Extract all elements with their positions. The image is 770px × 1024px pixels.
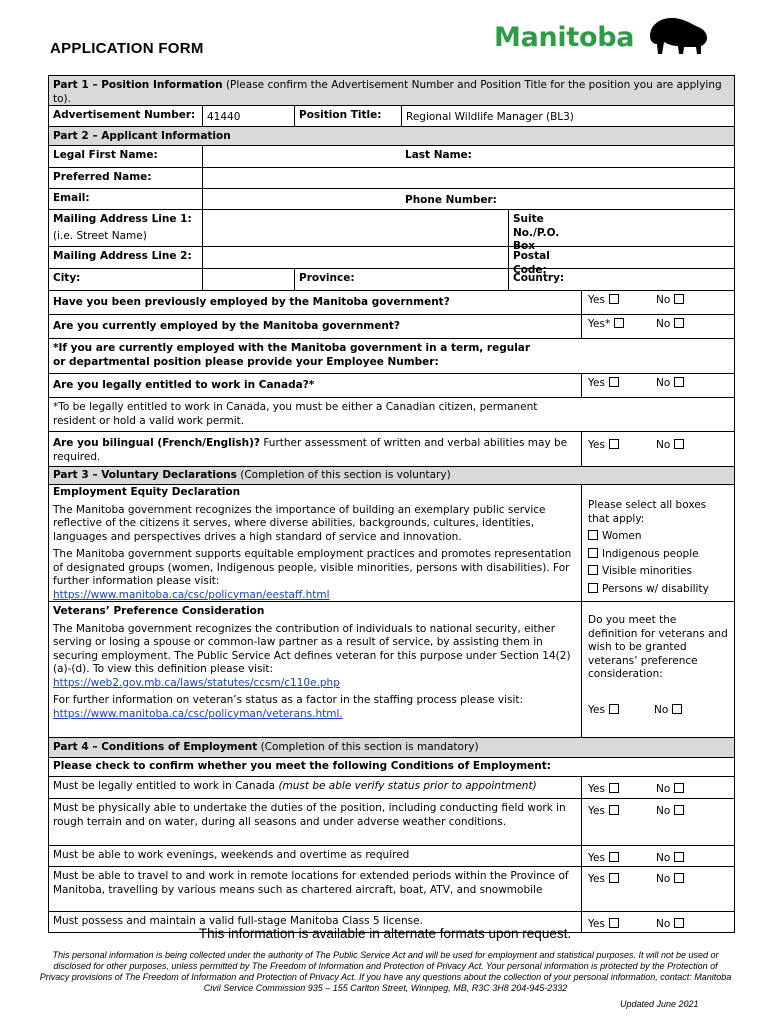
condition-2-row [49, 798, 734, 845]
c2-no-option[interactable]: No [656, 805, 716, 842]
veterans-no-option[interactable]: No [654, 704, 682, 718]
last-name-field[interactable] [508, 146, 734, 167]
veterans-question: Do you meet the definition for veterans and wish to be granted veterans’ preference consideration: [588, 614, 728, 680]
veterans-title: Veterans’ Preference Consideration [53, 605, 265, 617]
province-label: Province: [294, 269, 401, 290]
checkbox-icon[interactable] [609, 805, 619, 815]
checkbox-icon[interactable] [674, 439, 684, 449]
veterans-link-1[interactable]: https://web2.gov.mb.ca/laws/statutes/ccsm/c110e.php [53, 676, 340, 689]
mail2-label: Mailing Address Line 2: [53, 250, 192, 262]
city-label: City: [53, 272, 81, 284]
curr-no-option[interactable]: No [656, 318, 716, 335]
option-disability[interactable]: Persons w/ disability [588, 583, 728, 597]
c3-yes-option[interactable]: Yes [588, 852, 656, 863]
preferred-name-label: Preferred Name: [53, 171, 152, 183]
conditions-instruction-row [49, 757, 734, 776]
position-title-label: Position Title: [294, 106, 401, 126]
checkbox-icon[interactable] [674, 783, 684, 793]
bilingual-yes-option[interactable]: Yes [588, 439, 656, 463]
preferred-name-field[interactable] [202, 168, 734, 188]
prev-yes-option[interactable]: Yes [588, 294, 656, 311]
city-row [49, 268, 734, 290]
suite-label: Suite No./P.O. Box [508, 210, 581, 246]
bilingual-note: Further assessment of written and verbal abilities may be required. [53, 437, 568, 463]
equity-paragraph-1: The Manitoba government recognizes the importance of building an exemplary public service reflective of the citizens it serves, where diverse abilities, backgrounds, cultures, identities, languages and perspectives drives a high standard of service and innovation. [53, 503, 546, 543]
mail1-label: Mailing Address Line 1: [53, 213, 192, 225]
bilingual-question: Are you bilingual (French/English)? [53, 437, 260, 449]
name-row [49, 145, 734, 167]
adv-number-value[interactable]: 41440 [202, 106, 294, 126]
condition-1-text: Must be legally entitled to work in Canada [53, 780, 279, 792]
checkbox-icon[interactable] [674, 805, 684, 815]
part1-heading: Part 1 – Position Information [53, 79, 223, 91]
legal-note: *To be legally entitled to work in Canada, you must be either a Canadian citizen, permanent resident or hold a valid work permit. [53, 401, 538, 427]
part1-note: (Please confirm the Advertisement Number and Position Title for the position you are applying to). [53, 79, 722, 105]
select-all-note: Please select all boxes that apply: [588, 499, 707, 525]
c4-yes-option[interactable]: Yes [588, 873, 656, 908]
logo-wordmark: Manitoba [494, 22, 635, 53]
legal-yes-option[interactable]: Yes [588, 377, 656, 394]
email-label: Email: [53, 192, 90, 204]
bilingual-row [49, 431, 734, 466]
alternate-formats-note: This information is available in alternate formats upon request. [198, 926, 572, 941]
city-field[interactable] [202, 269, 294, 290]
country-label: Country: [508, 269, 581, 290]
option-women[interactable]: Women [588, 530, 728, 544]
checkbox-icon[interactable] [588, 565, 598, 575]
bison-icon [644, 14, 710, 56]
curr-yes-option[interactable]: Yes* [588, 318, 656, 335]
checkbox-icon[interactable] [609, 377, 619, 387]
veterans-paragraph-1: The Manitoba government recognizes the contribution of individuals to national security, either serving or losing a spouse or common-law partner as a result of service, by assisting them in securing employment. The Public Service Act defines veteran for this purpose under Section 14(2) (a)-(d). To view this definition please visit: [53, 622, 571, 675]
option-visible-minorities[interactable]: Visible minorities [588, 565, 728, 579]
part3-heading: Part 3 – Voluntary Declarations [53, 469, 237, 481]
mail2-field[interactable] [202, 247, 508, 268]
suite-field[interactable] [581, 210, 734, 246]
form-title: APPLICATION FORM [50, 40, 204, 57]
curr-employed-question: Are you currently employed by the Manitoba government? [53, 320, 400, 332]
option-indigenous[interactable]: Indigenous people [588, 548, 728, 562]
country-field[interactable] [581, 269, 734, 290]
equity-link[interactable]: https://www.manitoba.ca/csc/policyman/eestaff.html [53, 588, 330, 601]
c2-yes-option[interactable]: Yes [588, 805, 656, 842]
email-field[interactable] [202, 189, 401, 209]
email-row [49, 188, 734, 209]
updated-date: Updated June 2021 [620, 999, 699, 1009]
prev-employed-row [49, 290, 734, 314]
condition-1-italic: (must be able verify status prior to appointment) [278, 780, 537, 792]
checkbox-icon[interactable] [672, 704, 682, 714]
legal-no-option[interactable]: No [656, 377, 716, 394]
c4-no-option[interactable]: No [656, 873, 716, 908]
equity-title: Employment Equity Declaration [53, 486, 241, 498]
application-form [48, 75, 735, 933]
equity-row [49, 484, 734, 601]
veterans-row [49, 601, 734, 737]
equity-paragraph-2: The Manitoba government supports equitable employment practices and promotes representation of designated groups (women, Indigenous people, visible minorities, persons with disabilities). For further information please visit: [53, 548, 572, 587]
privacy-notice: This personal information is being collected under the authority of The Public Service Act and will be used for employment and statistical purposes. It will not be used or disclosed for other purposes, unless permitted by The Freedom of Information and Protection of Privacy Act. Your personal information is protected by the Protection of Privacy provisions of The Freedom of Information and Protection of Privacy Act. If you have any questions about the collection of your personal information, contact: Manitoba Civil Service Commission 935 – 155 Carlton Street, Winnipeg, MB, R3C 3H8 204-945-2332 [39, 950, 732, 993]
mail1-row [49, 209, 734, 252]
c5-yes-option[interactable]: Yes [588, 918, 656, 929]
phone-field[interactable] [508, 189, 734, 209]
legal-work-question: Are you legally entitled to work in Canada?* [53, 379, 315, 391]
curr-employed-row [49, 314, 734, 338]
legal-note-row [49, 397, 734, 431]
checkbox-icon[interactable] [674, 318, 684, 328]
condition-4-text: Must be able to travel to and work in remote locations for extended periods within the Province of Manitoba, travelling by various means such as chartered aircraft, boat, ATV, and snowmobile [53, 870, 569, 896]
manitoba-logo [494, 14, 710, 56]
part3-header [49, 466, 734, 484]
checkbox-icon[interactable] [588, 548, 598, 558]
last-name-label: Last Name: [405, 149, 472, 161]
checkbox-icon[interactable] [674, 852, 684, 862]
condition-3-text: Must be able to work evenings, weekends and overtime as required [53, 849, 410, 861]
checkbox-icon[interactable] [674, 377, 684, 387]
part3-note: (Completion of this section is voluntary) [236, 469, 451, 481]
postal-field[interactable] [581, 247, 734, 268]
legal-work-row [49, 373, 734, 397]
phone-label: Phone Number: [405, 194, 497, 206]
c5-no-option[interactable]: No [656, 918, 716, 929]
c1-yes-option[interactable]: Yes [588, 783, 656, 795]
prev-no-option[interactable]: No [656, 294, 716, 311]
condition-2-text: Must be physically able to undertake the duties of the position, including conducting field work in rough terrain and on water, during all seasons and under adverse weather conditions. [53, 802, 566, 828]
checkbox-icon[interactable] [609, 783, 619, 793]
part1-header [49, 76, 734, 105]
mail1-field[interactable] [202, 210, 508, 246]
bilingual-no-option[interactable]: No [656, 439, 716, 463]
checkbox-icon[interactable] [609, 704, 619, 714]
condition-1-row [49, 776, 734, 798]
preferred-row [49, 167, 734, 188]
checkbox-icon[interactable] [609, 439, 619, 449]
legal-first-name-label: Legal First Name: [53, 149, 158, 161]
part4-header [49, 737, 734, 757]
employee-number-field[interactable] [539, 339, 734, 373]
part2-header [49, 126, 734, 145]
province-field[interactable] [401, 269, 508, 290]
part4-heading: Part 4 – Conditions of Employment [53, 741, 258, 753]
checkbox-icon[interactable] [609, 873, 619, 883]
adv-number-label: Advertisement Number: [53, 109, 196, 121]
condition-3-row [49, 845, 734, 866]
employee-number-row [49, 338, 734, 373]
postal-label: Postal Code: [508, 247, 581, 268]
veterans-paragraph-2: For further information on veteran’s status as a factor in the staffing process please visit: [53, 694, 524, 706]
part4-note: (Completion of this section is mandatory) [257, 741, 479, 753]
condition-4-row [49, 866, 734, 911]
position-title-value[interactable]: Regional Wildlife Manager (BL3) [401, 106, 734, 126]
checkbox-icon[interactable] [588, 530, 598, 540]
veterans-yes-option[interactable]: Yes [588, 704, 654, 718]
mail2-row [49, 246, 734, 276]
checkbox-icon[interactable] [609, 852, 619, 862]
checkbox-icon[interactable] [609, 294, 619, 304]
checkbox-icon[interactable] [674, 873, 684, 883]
prev-employed-question: Have you been previously employed by the Manitoba government? [53, 296, 450, 308]
c3-no-option[interactable]: No [656, 852, 716, 863]
condition-5-text: Must possess and maintain a valid full-stage Manitoba Class 5 license. [53, 915, 423, 927]
employee-number-note: *If you are currently employed with the Manitoba government in a term, regular or departmental position please provide your Employee Number: [53, 342, 531, 368]
part2-heading: Part 2 – Applicant Information [53, 130, 231, 142]
conditions-instruction: Please check to confirm whether you meet the following Conditions of Employment: [53, 760, 551, 772]
part1-fields [49, 105, 734, 126]
veterans-link-2[interactable]: https://www.manitoba.ca/csc/policyman/veterans.html. [53, 707, 343, 720]
checkbox-icon[interactable] [614, 318, 624, 328]
checkbox-icon[interactable] [588, 583, 598, 593]
legal-first-name-field[interactable] [202, 146, 401, 167]
c1-no-option[interactable]: No [656, 783, 716, 795]
checkbox-icon[interactable] [674, 294, 684, 304]
mail1-hint: (i.e. Street Name) [53, 229, 147, 242]
